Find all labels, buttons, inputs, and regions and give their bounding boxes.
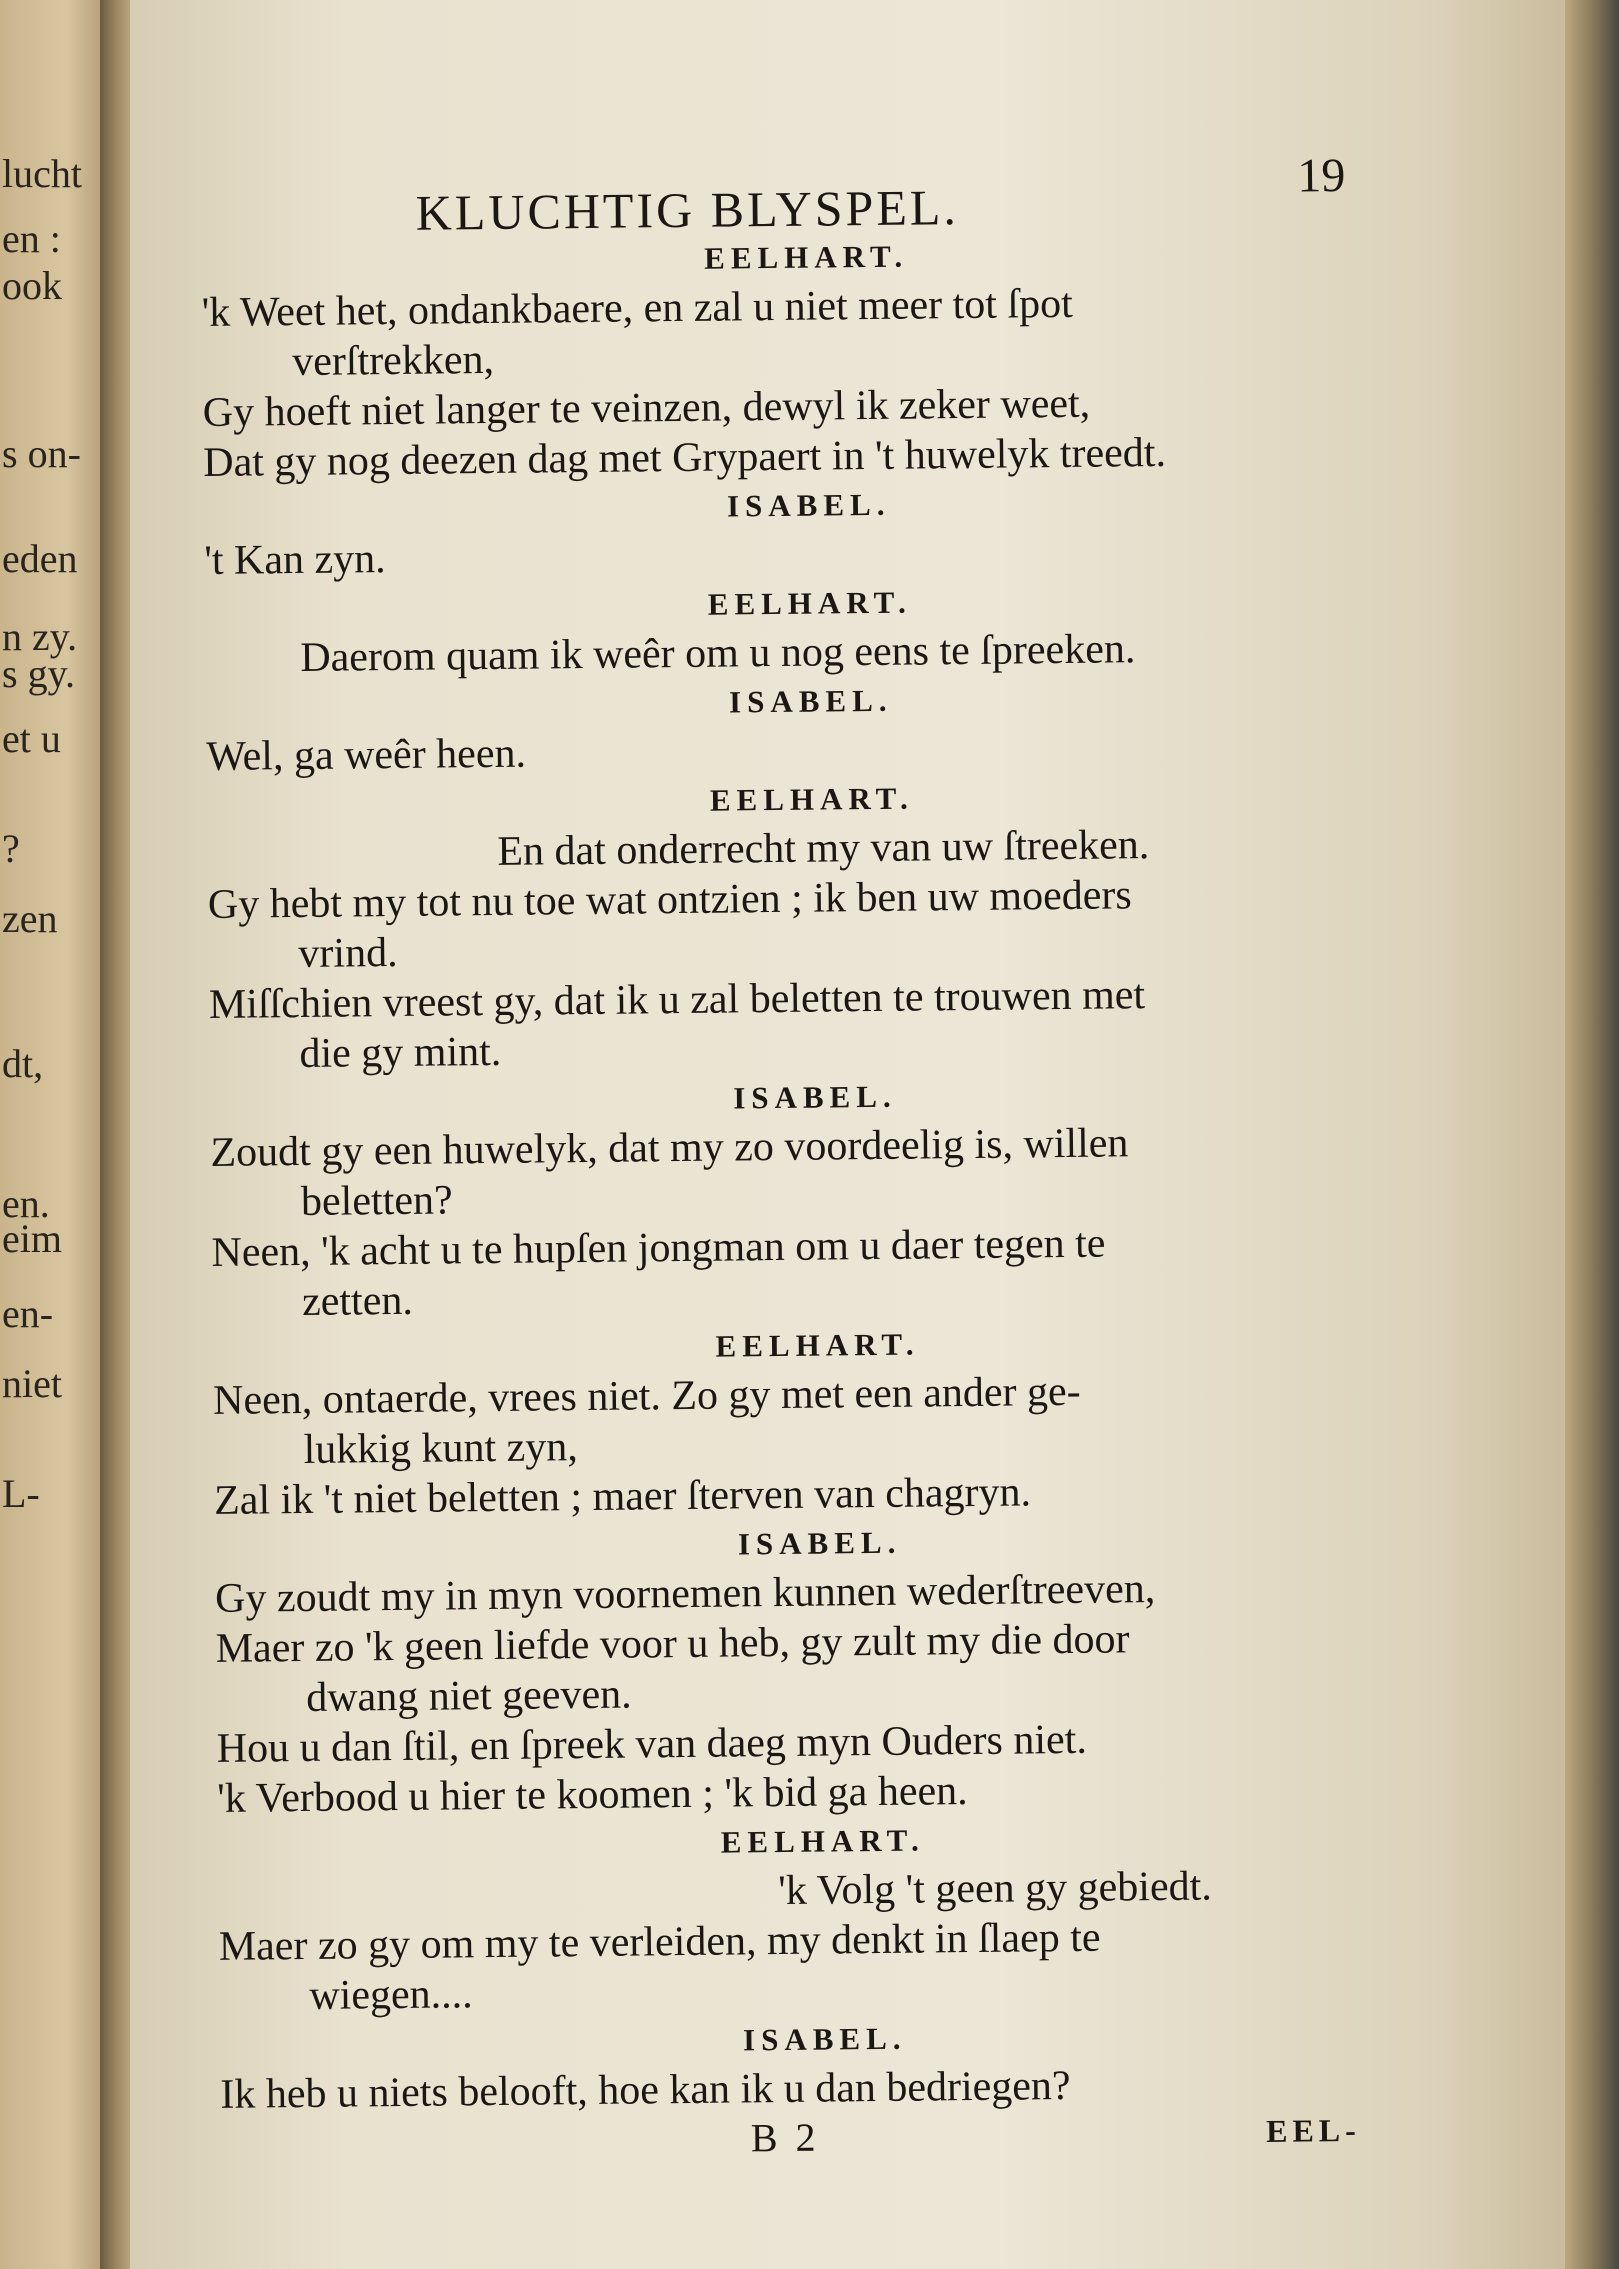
signature-mark: B 2 — [750, 2114, 820, 2161]
speaker-heading: EELHART. — [709, 780, 914, 818]
left-page-fragment: zen — [2, 896, 58, 941]
catchword: EEL- — [1265, 2111, 1361, 2149]
verse-line: verſtrekken, — [291, 336, 495, 386]
page-text — [200, 138, 1371, 2180]
speaker-heading: EELHART. — [720, 1822, 925, 1860]
verse-line: beletten? — [300, 1177, 453, 1225]
verse-line: zetten. — [301, 1277, 414, 1325]
verse-line: Maer zo gy om my te verleiden, my denkt in ſlaep te — [218, 1914, 1101, 1970]
speaker-heading: ISABEL. — [742, 2020, 907, 2058]
left-page-fragment: s on- — [2, 431, 81, 476]
speaker-heading: ISABEL. — [733, 1078, 897, 1116]
verse-line: 'k Weet het, ondankbaere, en zal u niet meer tot ſpot — [201, 280, 1073, 336]
left-page-fragment: lucht — [2, 151, 82, 196]
left-page-fragment: niet — [2, 1361, 62, 1406]
verse-line: Zoudt gy een huwelyk, dat my zo voordeelig is, willen — [210, 1120, 1129, 1176]
verse-line: Zal ik 't niet beletten ; maer ſterven van chagryn. — [213, 1469, 1032, 1524]
left-page-fragment: en : — [2, 216, 61, 261]
left-page-fragment: et u — [2, 716, 61, 761]
verse-line: Gy hoeft niet langer te veinzen, dewyl ik zeker weet, — [202, 380, 1091, 436]
page-edge — [1565, 0, 1619, 2269]
verse-line: Gy hebt my tot nu toe wat ontzien ; ik ben uw moeders — [207, 872, 1132, 928]
verse-line: die gy mint. — [299, 1028, 502, 1078]
verse-line: Dat gy nog deezen dag met Grypaert in 't huwelyk treedt. — [203, 429, 1167, 486]
speaker-heading: EELHART. — [703, 238, 909, 276]
speaker-heading: EELHART. — [707, 584, 912, 622]
running-head-title: KLUCHTIG BLYSPEL. — [415, 179, 960, 241]
verse-line: Ik heb u niets belooft, hoe kan ik u dan bedriegen? — [220, 2062, 1071, 2118]
verse-line: Miſſchien vreest gy, dat ik u zal beletten te trouwen met — [208, 972, 1146, 1028]
verse-line: lukkig kunt zyn, — [303, 1424, 579, 1473]
verse-line: Wel, ga weêr heen. — [206, 730, 527, 780]
running-head — [200, 138, 1351, 240]
verse-line: Maer zo 'k geen liefde voor u heb, gy zult my die door — [215, 1616, 1130, 1672]
left-page-fragment: en. — [2, 1181, 50, 1226]
left-page-fragment: eden — [2, 536, 78, 581]
left-page-fragment: L- — [2, 1471, 40, 1516]
left-page-fragment: eim — [2, 1216, 62, 1261]
left-page-fragment: en- — [2, 1291, 54, 1336]
verse-line: dwang niet geeven. — [305, 1671, 632, 1721]
verse-line: 't Kan zyn. — [204, 536, 386, 584]
left-page-edge — [0, 0, 110, 2269]
verse-line: En dat onderrecht my van uw ſtreeken. — [497, 822, 1150, 875]
verse-line: Gy zoudt my in myn voornemen kunnen wederſtreeven, — [214, 1566, 1156, 1622]
verse-line: Daerom quam ik weêr om u nog eens te ſpreeken. — [300, 626, 1136, 681]
page-number: 19 — [1297, 149, 1346, 203]
verse-line: Hou u dan ſtil, en ſpreek van daeg myn Ouders niet. — [216, 1716, 1088, 1772]
left-page-fragment: ook — [2, 263, 62, 308]
verse-line: Neen, ontaerde, vrees niet. Zo gy met een ander ge- — [212, 1368, 1081, 1424]
left-page-fragment: n zy. — [2, 614, 78, 659]
left-page-fragment: dt, — [2, 1041, 44, 1086]
speaker-heading: ISABEL. — [737, 1524, 902, 1562]
speaker-heading: EELHART. — [715, 1326, 920, 1364]
verse-line: 'k Volg 't geen gy gebiedt. — [778, 1863, 1213, 1915]
verse-line: wiegen.... — [309, 1971, 473, 2019]
page-footer — [221, 2108, 1372, 2180]
verse-line: vrind. — [298, 929, 398, 978]
speaker-heading: ISABEL. — [728, 682, 893, 720]
verse-line: Neen, 'k acht u te hupſen jongman om u daer tegen te — [211, 1220, 1106, 1276]
speaker-heading: ISABEL. — [726, 486, 891, 524]
verse-line: 'k Verbood u hier te koomen ; 'k bid ga heen. — [217, 1768, 968, 1822]
left-page-fragment: s gy. — [2, 651, 75, 696]
left-page-fragment: ? — [2, 826, 20, 871]
